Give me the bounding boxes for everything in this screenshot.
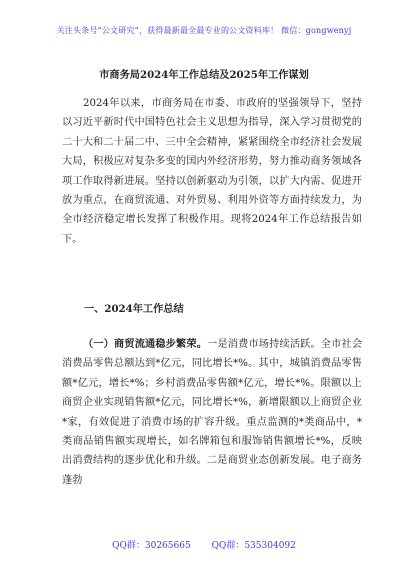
subsection-paragraph (62, 335, 362, 490)
subsection-body: 一是消费市场持续活跃。全市社会消费品零售总额达到*亿元，同比增长*%。其中，城镇消费品零售额*亿元，增长*%；乡村消费品零售额*亿元，增长*%。限额以上商贸企业实现销售额*亿元，同比增长*%，新增限额以上商贸企业*家，有效促进了消费市场的扩容升级。重点监测的*类商品中，*类商品销售额实现增长，如名牌箱包和服饰销售额增长*%，反映出消费结构的逐步优化和升级。二是商贸业态创新发展。电子商务蓬勃 (62, 339, 363, 486)
subsection-heading: （一）商贸流通稳步繁荣。 (83, 338, 208, 350)
section-heading-2024-summary: 一、2024年工作总结 (84, 303, 184, 315)
header-banner: 关注头条号“公文研究”，获得最新最全最专业的公文资料库！ 微信：gongwenyj (56, 26, 352, 35)
intro-paragraph: 2024年以来，市商务局在市委、市政府的坚强领导下，坚持以习近平新时代中国特色社会主义思想为指导，深入学习贯彻党的二十大和二十届二中、三中全会精神，紧紧围绕全市经济社会发展大局，积极应对复杂多变的国内外经济形势，努力推动商务领域各项工作取得新进展。坚持以创新驱动为引领，以扩大内需、促进开放为重点，在商贸流通、对外贸易、利用外资等方面持续发力，为全市经济稳定增长发挥了积极作用。现将2024年工作总结报告如下。 (62, 98, 362, 245)
footer-banner (0, 538, 408, 551)
qq-group-1: QQ群：30265665 (112, 541, 191, 551)
document-title: 市商务局2024年工作总结及2025年工作谋划 (99, 69, 309, 81)
qq-group-2: QQ群：535304092 (211, 541, 296, 551)
